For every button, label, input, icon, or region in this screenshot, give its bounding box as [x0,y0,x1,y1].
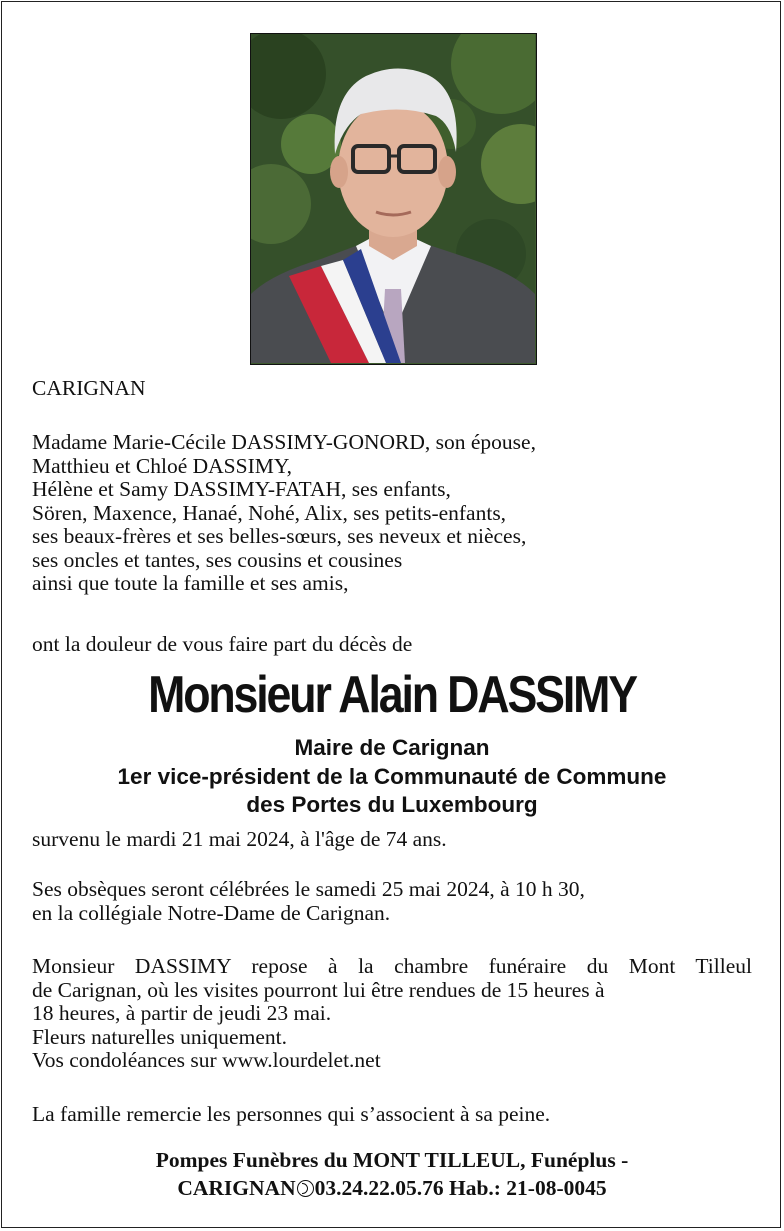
deceased-titles [0,734,784,820]
funeral-home-contact [0,1174,784,1202]
phone-icon [297,1180,314,1197]
funeral-home-license: Hab.: 21-08-0045 [448,1176,607,1200]
funeral-home-name: Pompes Funèbres du MONT TILLEUL, Funéplus - [155,1148,629,1172]
thanks-text: La famille remercie les personnes qui s’associent à sa peine. [32,1102,551,1126]
funeral-line: en la collégiale Notre-Dame de Carignan. [32,900,391,925]
family-line: Hélène et Samy DASSIMY-FATAH, ses enfants, [32,477,451,501]
visit-line: Monsieur DASSIMY repose à la chambre funéraire du Mont Tilleul [32,954,752,978]
funeral-line: Ses obsèques seront célébrées le samedi 25 mai 2024, à 10 h 30, [32,877,585,901]
visit-info [32,955,757,1073]
death-date-text: survenu le mardi 21 mai 2024, à l'âge de 74 ans. [32,827,447,851]
visit-line: 18 heures, à partir de jeudi 23 mai. [32,1001,332,1025]
visit-line: Fleurs naturelles uniquement. [32,1024,287,1049]
city-heading: CARIGNAN [32,376,146,400]
family-line: Sören, Maxence, Hanaé, Nohé, Alix, ses petits-enfants, [32,500,507,525]
family-line: Matthieu et Chloé DASSIMY, [32,453,292,478]
funeral-home-phone: 03.24.22.05.76 [314,1176,444,1200]
funeral-home-footer [0,1146,784,1202]
title-line: 1er vice-président de la Communauté de Commune [117,763,667,789]
family-line: ses oncles et tantes, ses cousins et cousines [32,547,403,572]
visit-line: de Carignan, où les visites pourront lui être rendues de 15 heures à [32,977,605,1002]
title-line: des Portes du Luxembourg [246,792,538,817]
funeral-home-city: CARIGNAN [177,1176,296,1200]
family-line: ainsi que toute la famille et ses amis, [32,571,349,595]
family-line: ses beaux-frères et ses belles-sœurs, ses neveux et nièces, [32,524,527,548]
condolences-link: Vos condoléances sur www.lourdelet.net [32,1048,381,1072]
portrait-photo [250,33,537,365]
deceased-name: Monsieur Alain DASSIMY [148,666,636,724]
family-list [32,431,757,596]
title-line: Maire de Carignan [294,735,490,760]
announcement-text: ont la douleur de vous faire part du décès de [32,632,413,656]
funeral-info [32,878,757,925]
family-line: Madame Marie-Cécile DASSIMY-GONORD, son épouse, [32,430,536,454]
